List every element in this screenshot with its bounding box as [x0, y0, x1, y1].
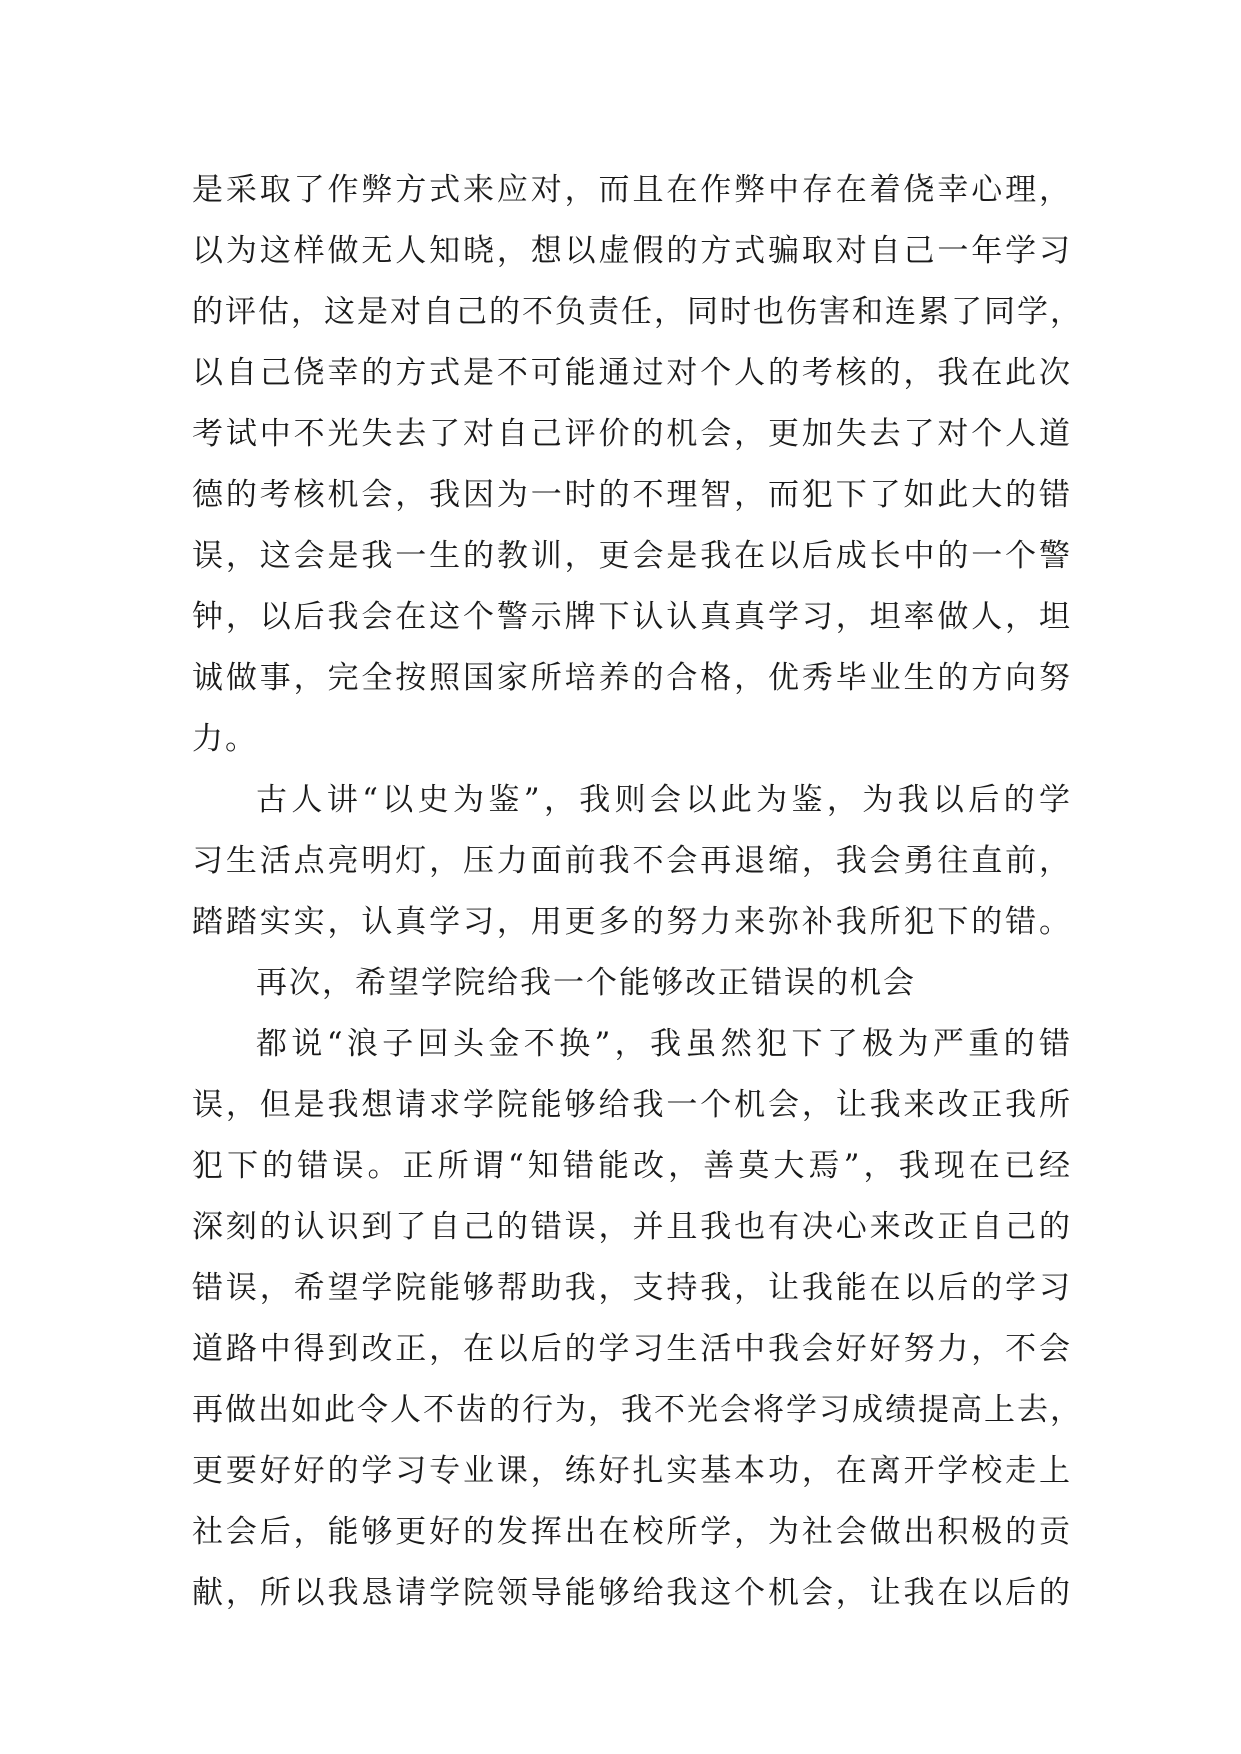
text-line: 以自己侥幸的方式是不可能通过对个人的考核的，我在此次 [192, 355, 1072, 391]
text-line: 习生活点亮明灯，压力面前我不会再退缩，我会勇往直前， [192, 843, 1072, 879]
text-line: 再次，希望学院给我一个能够改正错误的机会 [256, 965, 916, 1001]
text-line: 考试中不光失去了对自己评价的机会，更加失去了对个人道 [192, 416, 1072, 452]
text-line: 道路中得到改正，在以后的学习生活中我会好好努力，不会 [192, 1331, 1072, 1367]
text-line: 诚做事，完全按照国家所培养的合格，优秀毕业生的方向努 [192, 660, 1072, 696]
text-line: 犯下的错误。正所谓“知错能改，善莫大焉”，我现在已经 [192, 1148, 1072, 1184]
text-line: 误，这会是我一生的教训，更会是我在以后成长中的一个警 [192, 538, 1072, 574]
text-line: 深刻的认识到了自己的错误，并且我也有决心来改正自己的 [192, 1209, 1072, 1245]
text-line: 钟，以后我会在这个警示牌下认认真真学习，坦率做人，坦 [192, 599, 1072, 635]
text-line: 更要好好的学习专业课，练好扎实基本功，在离开学校走上 [192, 1453, 1072, 1489]
text-line: 德的考核机会，我因为一时的不理智，而犯下了如此大的错 [192, 477, 1072, 513]
body-text [192, 160, 1083, 1624]
text-line: 力。 [192, 721, 258, 757]
text-line: 都说“浪子回头金不换”，我虽然犯下了极为严重的错 [256, 1026, 1072, 1062]
text-line: 古人讲“以史为鉴”，我则会以此为鉴，为我以后的学 [256, 782, 1072, 818]
text-line: 献，所以我恳请学院领导能够给我这个机会，让我在以后的 [192, 1575, 1072, 1611]
text-line: 误，但是我想请求学院能够给我一个机会，让我来改正我所 [192, 1087, 1072, 1123]
text-line: 错误，希望学院能够帮助我，支持我，让我能在以后的学习 [192, 1270, 1072, 1306]
text-line: 是采取了作弊方式来应对，而且在作弊中存在着侥幸心理， [192, 172, 1072, 208]
text-line: 社会后，能够更好的发挥出在校所学，为社会做出积极的贡 [192, 1514, 1072, 1550]
text-line: 的评估，这是对自己的不负责任，同时也伤害和连累了同学， [192, 294, 1083, 330]
text-line: 以为这样做无人知晓，想以虚假的方式骗取对自己一年学习 [192, 233, 1072, 269]
text-line: 再做出如此令人不齿的行为，我不光会将学习成绩提高上去， [192, 1392, 1083, 1428]
text-line: 踏踏实实，认真学习，用更多的努力来弥补我所犯下的错。 [192, 904, 1072, 940]
